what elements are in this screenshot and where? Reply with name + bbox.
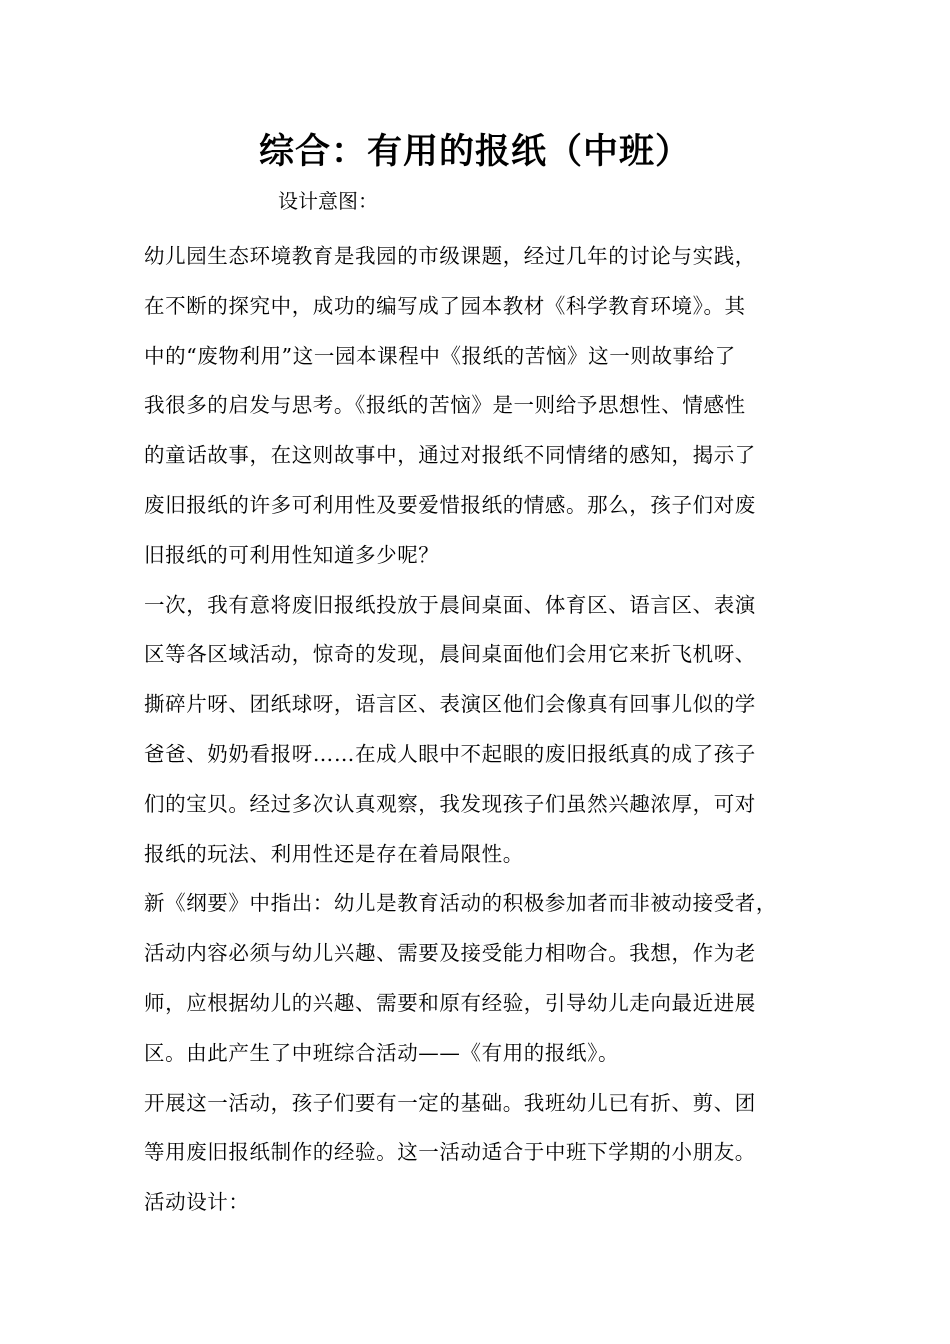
- text-line: 们的宝贝。经过多次认真观察，我发现孩子们虽然兴趣浓厚，可对: [144, 791, 756, 816]
- document-body: [144, 232, 844, 1228]
- text-line: 的童话故事，在这则故事中，通过对报纸不同情绪的感知，揭示了: [144, 443, 756, 468]
- section-heading-activity-design: 活动设计：: [144, 1190, 250, 1215]
- text-line: 废旧报纸的许多可利用性及要爱惜报纸的情感。那么，孩子们对废: [144, 492, 756, 517]
- text-line: 爸爸、奶奶看报呀……在成人眼中不起眼的废旧报纸真的成了孩子: [144, 741, 756, 766]
- text-line: 区。由此产生了中班综合活动——《有用的报纸》。: [144, 1040, 620, 1065]
- text-line: 旧报纸的可利用性知道多少呢？: [144, 542, 440, 567]
- document-title: 综合：有用的报纸（中班）: [258, 132, 691, 172]
- text-line: 在不断的探究中，成功的编写成了园本教材《科学教育环境》。其: [144, 293, 746, 318]
- text-line: 新《纲要》中指出：幼儿是教育活动的积极参加者而非被动接受者，: [144, 891, 777, 916]
- section-heading-design-intent: 设计意图：: [278, 189, 378, 213]
- text-line: 活动内容必须与幼儿兴趣、需要及接受能力相吻合。我想，作为老: [144, 941, 756, 966]
- text-line: 撕碎片呀、团纸球呀，语言区、表演区他们会像真有回事儿似的学: [144, 692, 756, 717]
- text-line: 一次，我有意将废旧报纸投放于晨间桌面、体育区、语言区、表演: [144, 592, 756, 617]
- text-line: 等用废旧报纸制作的经验。这一活动适合于中班下学期的小朋友。: [144, 1140, 756, 1165]
- text-line: 报纸的玩法、利用性还是存在着局限性。: [144, 841, 524, 866]
- text-line: 我很多的启发与思考。《报纸的苦恼》是一则给予思想性、情感性: [144, 393, 746, 418]
- text-line: 开展这一活动，孩子们要有一定的基础。我班幼儿已有折、剪、团: [144, 1090, 756, 1115]
- text-line: 师，应根据幼儿的兴趣、需要和原有经验，引导幼儿走向最近进展: [144, 990, 756, 1015]
- text-line: 中的“废物利用”这一园本课程中《报纸的苦恼》这一则故事给了: [144, 343, 736, 368]
- text-line: 区等各区域活动，惊奇的发现，晨间桌面他们会用它来折飞机呀、: [144, 642, 756, 667]
- text-line: 幼儿园生态环境教育是我园的市级课题，经过几年的讨论与实践，: [144, 244, 756, 268]
